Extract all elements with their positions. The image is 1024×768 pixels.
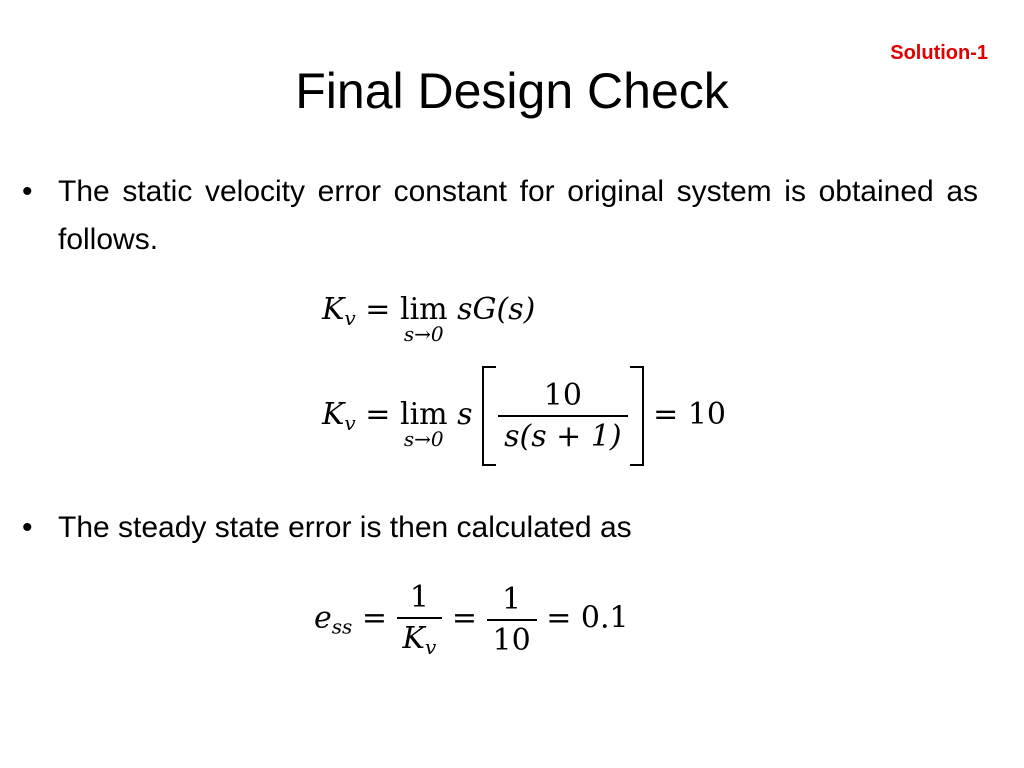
eq3-frac1-den-sub: v (424, 635, 437, 659)
solution-tag: Solution-1 (890, 42, 988, 64)
eq2-lim-sub: s→0 (403, 427, 444, 451)
equation-kv-definition (322, 292, 536, 346)
eq1-rhs: sG(s) (457, 292, 536, 327)
eq3-result: 0.1 (580, 600, 629, 636)
eq3-lhs-sub: ss (331, 614, 353, 639)
bullet-marker-1: • (22, 175, 33, 208)
right-bracket (630, 366, 644, 466)
eq1-lim-sub: s→0 (403, 322, 444, 346)
eq2-fraction (498, 378, 628, 454)
eq3-frac1-den-symbol: K (402, 621, 425, 656)
bullet-marker-2: • (22, 511, 33, 544)
eq2-denominator: s(s + 1) (504, 419, 622, 454)
eq3-lhs-symbol: e (314, 600, 332, 636)
eq1-limit (399, 292, 448, 346)
eq1-lhs-symbol: K (322, 292, 345, 327)
bullet-text-2: The steady state error is then calculated as (58, 511, 632, 544)
eq3-frac2-numerator: 1 (487, 582, 537, 621)
eq3-frac1-denominator (397, 619, 443, 659)
eq3-equals-2: = (451, 600, 477, 636)
eq2-lim-text: lim (399, 397, 448, 432)
eq3-equals-1: = (361, 600, 387, 636)
eq3-fraction-2 (487, 582, 537, 658)
eq3-equals-3: = (546, 600, 572, 636)
eq1-lhs-sub: v (344, 306, 356, 330)
eq2-lhs-sub: v (344, 411, 356, 435)
left-bracket (482, 366, 496, 466)
slide-title: Final Design Check (295, 63, 729, 119)
eq2-factor: s (457, 397, 473, 432)
eq2-numerator: 10 (498, 378, 628, 417)
eq2-equals: = (365, 397, 391, 432)
eq1-equals: = (365, 292, 391, 327)
eq1-lim-text: lim (399, 292, 448, 327)
eq3-frac2-denominator: 10 (492, 622, 531, 658)
eq3-frac1-numerator: 1 (397, 580, 443, 619)
equation-steady-state-error (314, 580, 629, 659)
eq3-fraction-1 (397, 580, 443, 659)
eq2-result-equals: = (653, 397, 679, 432)
eq2-limit (399, 397, 448, 451)
eq2-result: 10 (687, 397, 727, 432)
eq2-lhs-symbol: K (322, 397, 345, 432)
equation-kv-value (322, 366, 726, 466)
bullet-text-1: The static velocity error constant for original system is obtained as follows. (58, 175, 978, 256)
